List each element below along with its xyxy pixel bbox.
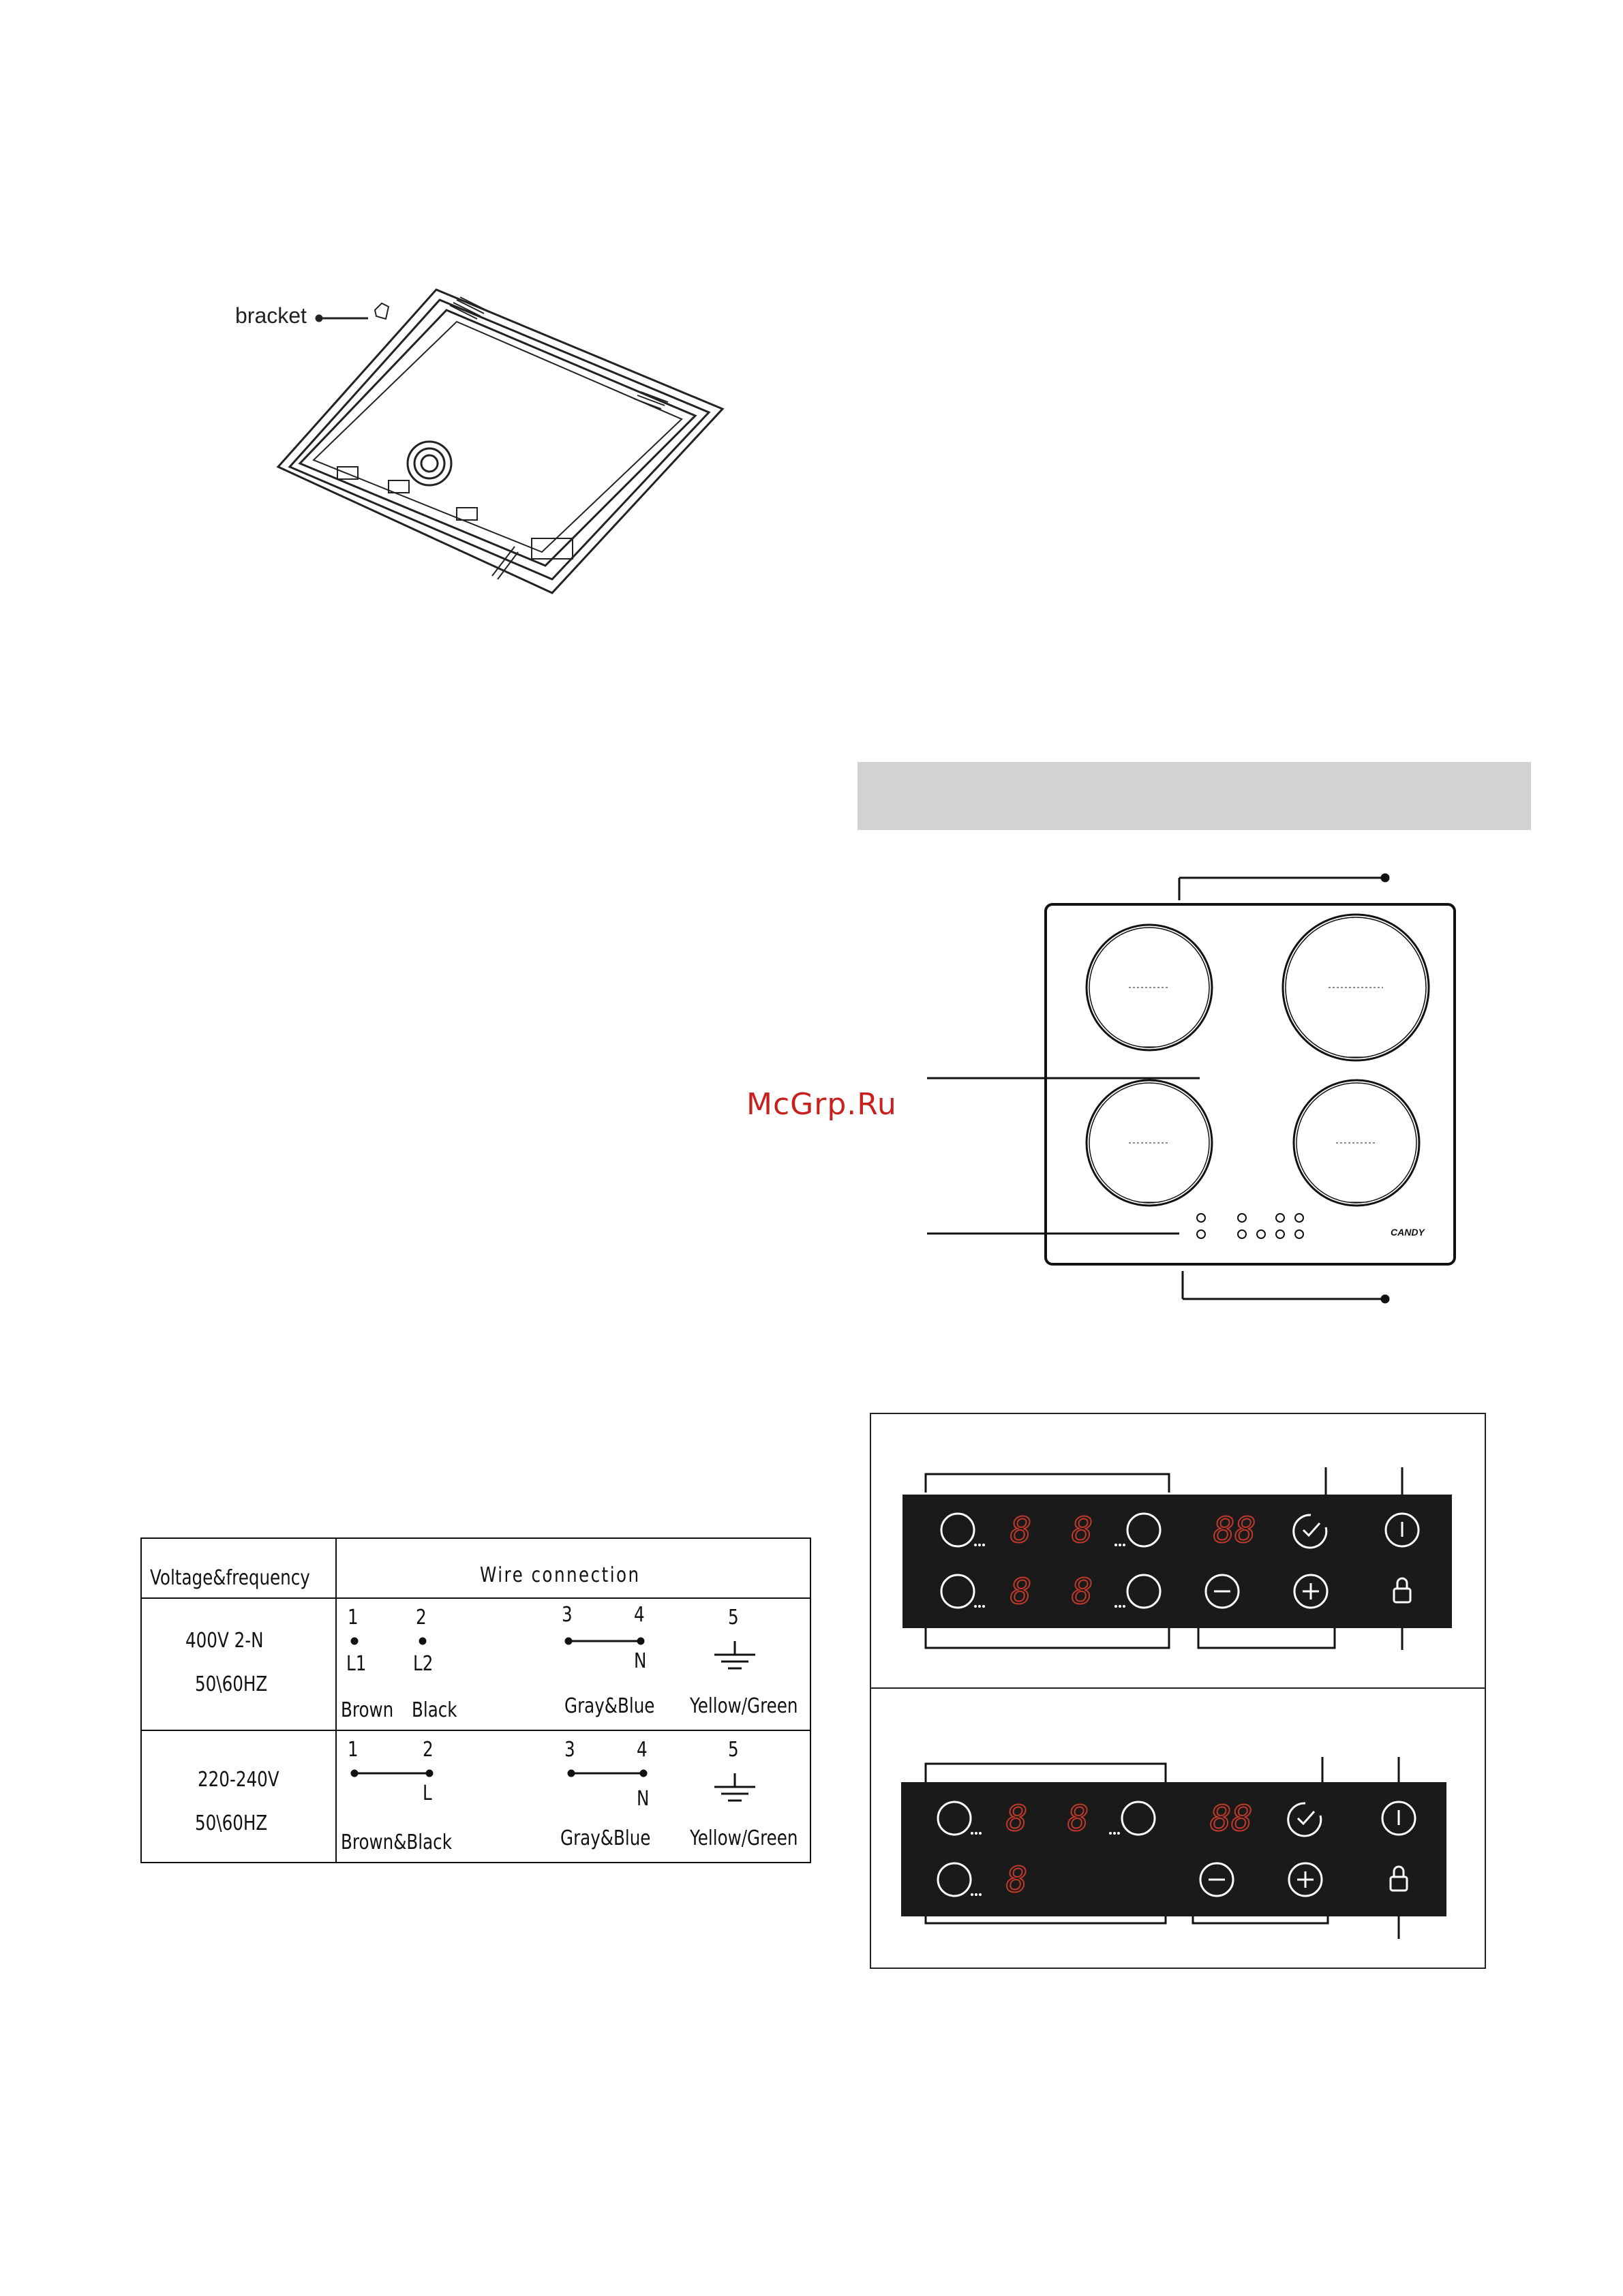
terminal-5: 5	[728, 1738, 739, 1762]
zone-display: 8	[1072, 1572, 1093, 1612]
label-n: N	[637, 1787, 650, 1811]
bracket-icon	[375, 303, 389, 319]
voltage-value: 400V 2-N	[185, 1629, 264, 1653]
color-yellow-green: Yellow/Green	[690, 1826, 798, 1850]
control-panel-4-zone	[886, 1428, 1472, 1680]
table-row	[141, 1598, 810, 1730]
zone-display: 8	[1010, 1572, 1032, 1612]
label-l1: L1	[346, 1652, 367, 1676]
wiring-symbols-row2	[337, 1731, 814, 1863]
wiring-symbols-row1	[337, 1599, 814, 1731]
control-panel-surface	[901, 1782, 1446, 1916]
label-l2: L2	[413, 1652, 434, 1676]
color-gray-blue: Gray&Blue	[564, 1694, 655, 1718]
voltage-cell	[141, 1598, 336, 1730]
frequency-value: 50\60HZ	[195, 1672, 268, 1696]
zone-display: 8	[1010, 1510, 1032, 1551]
color-brown-black: Brown&Black	[341, 1831, 452, 1854]
control-panel-3-zone	[886, 1704, 1472, 1956]
terminal-5: 5	[728, 1606, 739, 1629]
control-panel-surface	[902, 1495, 1452, 1628]
header-voltage: Voltage&frequency	[150, 1566, 310, 1590]
terminal-1: 1	[348, 1738, 359, 1762]
panel-divider	[870, 1687, 1486, 1689]
hob-glass	[1046, 904, 1455, 1264]
terminal-3: 3	[564, 1738, 575, 1762]
bracket-label: bracket	[235, 303, 307, 328]
terminal-2: 2	[416, 1606, 427, 1629]
brand-logo: CANDY	[1391, 1227, 1425, 1238]
label-l: L	[423, 1781, 432, 1805]
cooking-zone-rear-right	[1283, 915, 1429, 1060]
table-row	[141, 1730, 810, 1863]
timer-display: 88	[1213, 1510, 1256, 1551]
terminal-3: 3	[562, 1603, 573, 1627]
wiring-cell	[336, 1730, 810, 1863]
color-yellow-green: Yellow/Green	[690, 1694, 798, 1718]
color-black: Black	[412, 1698, 457, 1722]
zone-display: 8	[1006, 1798, 1028, 1839]
header-voltage-cell	[141, 1538, 336, 1598]
frequency-value: 50\60HZ	[195, 1811, 268, 1835]
hob-underside-drawing	[232, 273, 736, 627]
wire-connection-table	[140, 1537, 811, 1863]
timer-display: 88	[1210, 1798, 1253, 1839]
section-header-bar	[858, 762, 1531, 830]
color-brown: Brown	[341, 1698, 394, 1722]
voltage-cell	[141, 1730, 336, 1863]
voltage-value: 220-240V	[198, 1768, 279, 1792]
terminal-1: 1	[348, 1606, 359, 1629]
hob-top-view	[927, 855, 1472, 1319]
zone-display: 8	[1067, 1798, 1089, 1839]
header-wire: Wire connection	[480, 1563, 641, 1587]
header-wire-cell	[336, 1538, 810, 1598]
color-gray-blue: Gray&Blue	[560, 1826, 651, 1850]
zone-display: 8	[1006, 1860, 1028, 1901]
zone-display: 8	[1072, 1510, 1093, 1551]
terminal-4: 4	[637, 1738, 648, 1762]
terminal-2: 2	[423, 1738, 434, 1762]
label-n: N	[634, 1649, 647, 1673]
wiring-cell	[336, 1598, 810, 1730]
terminal-4: 4	[634, 1603, 645, 1627]
watermark: McGrp.Ru	[746, 1087, 897, 1122]
